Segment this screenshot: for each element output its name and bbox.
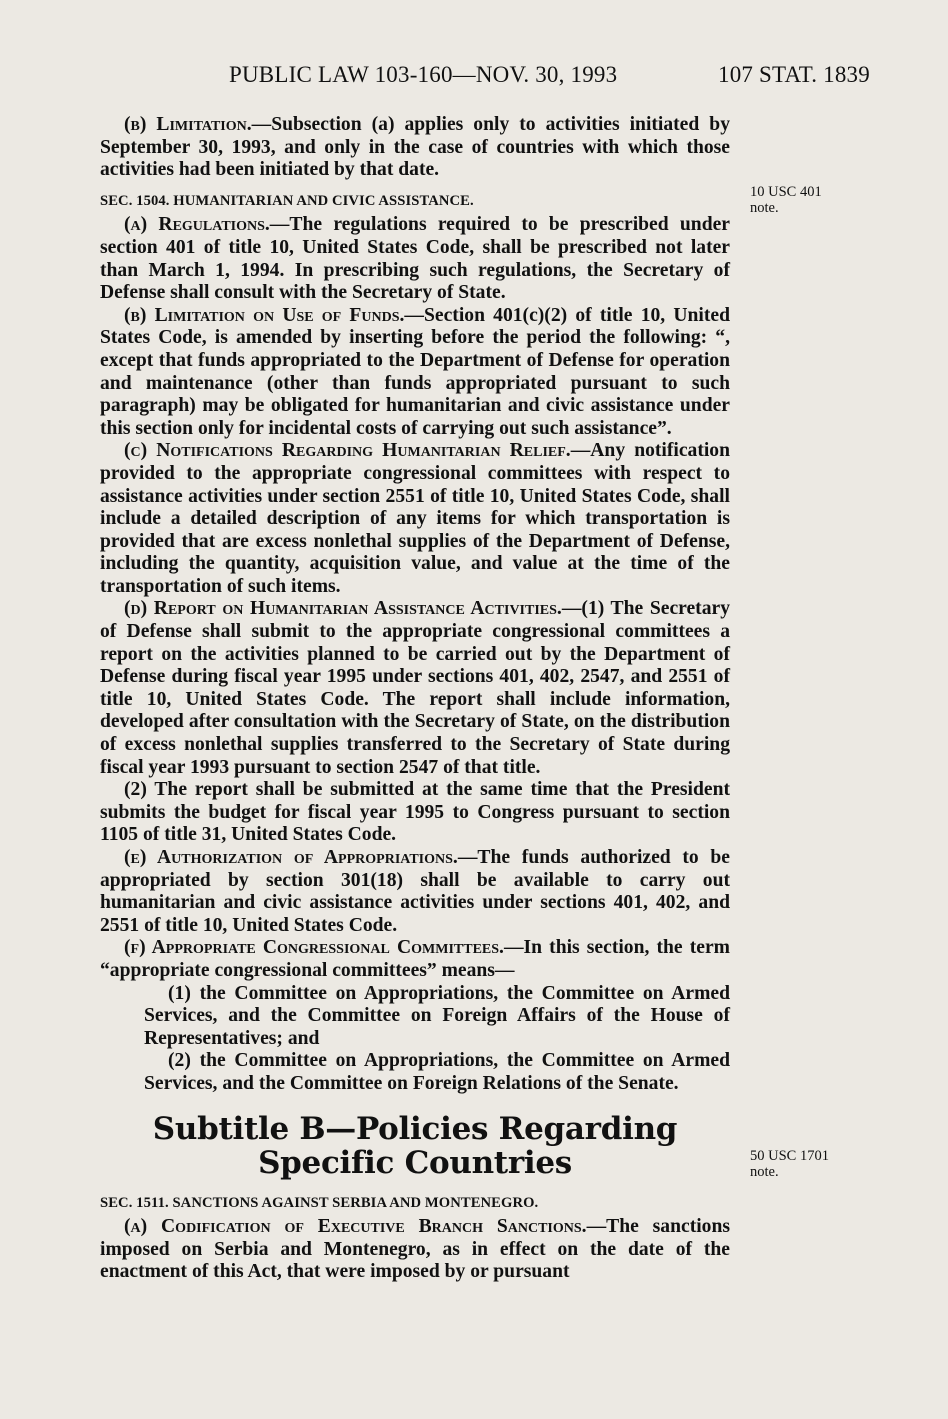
paragraph-e-authorization	[100, 847, 730, 937]
paragraph-heading: (a) Codification of Executive Branch Sanctions.	[124, 1216, 587, 1238]
paragraph-text: —(1) The Secretary of Defense shall submit to the appropriate congressional committees a report on the activities planned to be carried out by the Department of Defense during fiscal year 1995 under sections 401, 402, 2547, and 2551 of title 10, United States Code. The report shall include information, developed after consultation with the Secretary of State, on the distribution of excess nonlethal supplies transferred to the Secretary of State during fiscal year 1993 pursuant to section 2547 of that title.	[100, 598, 730, 778]
margin-note-50-usc-1701	[750, 1148, 860, 1180]
margin-note-line: note.	[750, 1164, 779, 1180]
paragraph-1511-a-codification	[100, 1216, 730, 1284]
paragraph-a-regulations	[100, 214, 730, 304]
paragraph-text: —The regulations required to be prescribed under section 401 of title 10, United States Code, shall be prescribed not later than March 1, 1994. In prescribing such regulations, the Secretary of Defense shall consult with the Secretary of State.	[100, 214, 730, 304]
paragraph-text: —The funds authorized to be appropriated by section 301(18) shall be available to carry out humanitarian and civic assistance activities under sections 401, 402, and 2551 of title 10, United States Code.	[100, 847, 731, 936]
paragraph-text: —The sanctions imposed on Serbia and Montenegro, as in effect on the date of the enactment of this Act, that were imposed by or pursuant	[100, 1216, 730, 1283]
paragraph-heading: (c) Notifications Regarding Humanitarian Relief.	[124, 440, 571, 462]
margin-note-10-usc-401	[750, 184, 860, 216]
margin-note-line: note.	[750, 200, 779, 216]
paragraph-heading: (f) Appropriate Congressional Committees.	[124, 937, 504, 959]
paragraph-heading: (d) Report on Humanitarian Assistance Activities.	[124, 598, 562, 620]
paragraph-heading: (b) Limitation on Use of Funds.	[124, 304, 405, 326]
margin-note-line: 10 USC 401	[750, 184, 822, 200]
public-law-citation: PUBLIC LAW 103-160—NOV. 30, 1993	[229, 62, 618, 87]
paragraph-text: —Subsection (a) applies only to activities initiated by September 30, 1993, and only in the case of countries with which those activities had been initiated by that date.	[100, 114, 730, 181]
paragraph-text: —In this section, the term “appropriate congressional committees” means—	[100, 937, 730, 981]
paragraph-text: —Any notification provided to the appropriate congressional committees with respect to assistance activities under section 2551 of title 10, United States Code, shall include a detailed description of any items for which transportation is provided that are excess nonlethal supplies of the Department of Defense, including the quantity, acquisition value, and value at the time of the transportation of such items.	[100, 440, 730, 597]
paragraph-d2: (2) The report shall be submitted at the same time that the President submits the budget for fiscal year 1995 to Congress pursuant to section 1105 of title 31, United States Code.	[100, 779, 730, 846]
paragraph-d-report	[100, 598, 730, 779]
paragraph-text: —Section 401(c)(2) of title 10, United States Code, is amended by inserting before the period the following: “, except that funds appropriated to the Department of Defense for operation and maintenance (other than funds appropriated pursuant to such paragraph) may be obligated for humanitarian and civic assistance under this section only for incidental costs of carrying out such assistance”.	[100, 304, 730, 439]
body-text	[100, 114, 730, 1284]
margin-note-line: 50 USC 1701	[750, 1148, 829, 1164]
paragraph-f2: (2) the Committee on Appropriations, the Committee on Armed Services, and the Committee on Foreign Relations of the Senate.	[144, 1050, 730, 1094]
paragraph-c-notifications	[100, 440, 730, 598]
statute-page-number: 107 STAT. 1839	[718, 62, 870, 87]
paragraph-heading: (b) Limitation.	[124, 114, 252, 135]
section-1511-heading: SEC. 1511. SANCTIONS AGAINST SERBIA AND MONTENEGRO.	[100, 1194, 539, 1211]
paragraph-f1: (1) the Committee on Appropriations, the Committee on Armed Services, and the Committee on Foreign Affairs of the House of Representatives; and	[144, 982, 730, 1049]
subtitle-heading: Subtitle B—Policies Regarding Specific Countries	[152, 1110, 678, 1181]
section-1504-heading: SEC. 1504. HUMANITARIAN AND CIVIC ASSISTANCE.	[100, 192, 474, 209]
paragraph-b-limitation	[100, 114, 730, 182]
paragraph-heading: (e) Authorization of Appropriations.	[124, 847, 458, 868]
paragraph-f-committees	[100, 937, 730, 982]
paragraph-heading: (a) Regulations.	[124, 214, 270, 236]
paragraph-b-limitation-funds	[100, 305, 730, 441]
